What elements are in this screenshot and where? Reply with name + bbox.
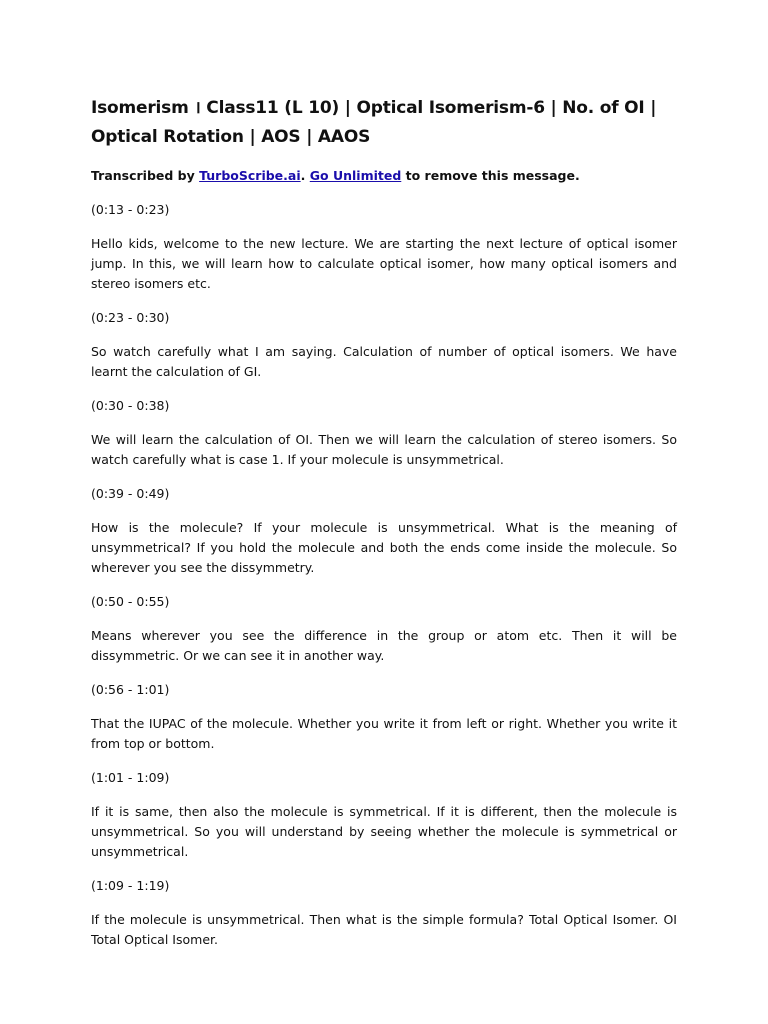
segment-text: We will learn the calculation of OI. Then we will learn the calculation of stereo isomers. So watch carefully what is case 1. If your molecule is unsymmetrical.	[91, 432, 677, 467]
segment-text: That the IUPAC of the molecule. Whether you write it from left or right. Whether you write it from top or bottom.	[91, 716, 677, 751]
segment-text: If the molecule is unsymmetrical. Then what is the simple formula? Total Optical Isomer. OI Total Optical Isomer.	[91, 912, 677, 947]
segment-timestamp: (0:50 - 0:55)	[91, 594, 170, 609]
segment-text: If it is same, then also the molecule is symmetrical. If it is different, then the molecule is unsymmetrical. So you will understand by seeing whether the molecule is symmetrical or unsymmetrical.	[91, 804, 677, 859]
notice-suffix: to remove this message.	[401, 168, 580, 183]
segment-text: How is the molecule? If your molecule is unsymmetrical. What is the meaning of unsymmetrical? If you hold the molecule and both the ends come inside the molecule. So wherever you see the dissymmetry.	[91, 520, 677, 575]
turboscribe-link[interactable]: TurboScribe.ai	[199, 168, 301, 183]
segment-text: Means wherever you see the difference in the group or atom etc. Then it will be dissymmetric. Or we can see it in another way.	[91, 628, 677, 663]
segment-timestamp: (0:56 - 1:01)	[91, 682, 170, 697]
notice-prefix: Transcribed by	[91, 168, 200, 183]
segment-timestamp: (0:30 - 0:38)	[91, 398, 170, 413]
segment-timestamp: (0:23 - 0:30)	[91, 310, 170, 325]
segment-timestamp: (0:39 - 0:49)	[91, 486, 170, 501]
segment-text: Hello kids, welcome to the new lecture. We are starting the next lecture of optical isomer jump. In this, we will learn how to calculate optical isomer, how many optical isomers and stereo isomers etc.	[91, 236, 677, 291]
segment-timestamp: (1:01 - 1:09)	[91, 770, 170, 785]
go-unlimited-link[interactable]: Go Unlimited	[309, 168, 402, 183]
notice-separator: .	[300, 168, 310, 183]
document-title: Isomerism । Class11 (L 10) | Optical Isomerism-6 | No. of OI | Optical Rotation | AOS | AAOS	[91, 98, 657, 147]
segment-text: So watch carefully what I am saying. Calculation of number of optical isomers. We have learnt the calculation of GI.	[91, 344, 677, 379]
segment-timestamp: (0:13 - 0:23)	[91, 202, 170, 217]
transcript-page	[91, 94, 677, 950]
transcription-notice	[91, 166, 677, 186]
segment-timestamp: (1:09 - 1:19)	[91, 878, 170, 893]
